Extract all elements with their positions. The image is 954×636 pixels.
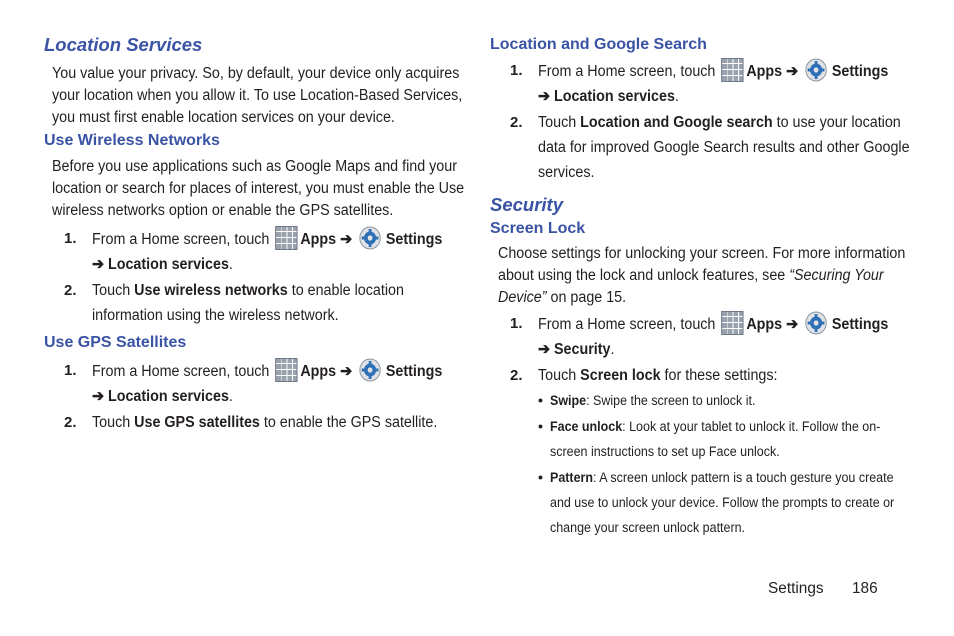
target-label: Location services — [107, 256, 229, 273]
apps-grid-icon — [721, 58, 743, 82]
wireless-step-1: 1. From a Home screen, touch Apps ➔ Settings ➔ Location services. — [44, 226, 464, 277]
bullet-swipe: • Swipe: Swipe the screen to unlock it. — [490, 389, 910, 414]
step-number: 1. — [510, 62, 523, 79]
bullet-term: Face unlock — [550, 419, 623, 435]
gps-step-2: 2. Touch Use GPS satellites to enable the GPS satellite. — [44, 410, 464, 435]
apps-label: Apps — [746, 316, 783, 333]
settings-label: Settings — [831, 316, 889, 333]
target-label: Location services — [107, 388, 229, 405]
apps-grid-icon — [721, 311, 743, 335]
arrow-glyph: ➔ — [340, 231, 353, 248]
apps-label: Apps — [300, 231, 337, 248]
page-number: 186 — [852, 580, 878, 597]
arrow-glyph: ➔ — [340, 363, 353, 380]
bullet-face-unlock: • Face unlock: Look at your tablet to unlock it. Follow the on-screen instructions to set up Face unlock. — [490, 415, 910, 465]
screen-lock-step-1: 1. From a Home screen, touch Apps ➔ Settings ➔ Security. — [490, 311, 910, 362]
settings-label: Settings — [385, 231, 443, 248]
option-label: Use GPS satellites — [134, 414, 260, 431]
heading-screen-lock: Screen Lock — [490, 220, 586, 237]
option-label: Location and Google search — [580, 114, 773, 131]
screen-lock-step-2: 2. Touch Screen lock for these settings: — [490, 363, 910, 388]
settings-gear-icon — [805, 58, 827, 82]
settings-gear-icon — [359, 226, 381, 250]
settings-gear-icon — [805, 311, 827, 335]
bullet-term: Swipe — [550, 393, 587, 409]
step-number: 2. — [64, 282, 77, 299]
heading-use-gps-satellites: Use GPS Satellites — [44, 334, 187, 351]
screen-lock-intro: Choose settings for unlocking your screen. For more information about using the lock and unlock features, see “Securing Your Device” on page 15. — [498, 245, 906, 306]
google-step-1: 1. From a Home screen, touch Apps ➔ Settings ➔ Location services. — [490, 58, 910, 109]
google-step-2: 2. Touch Location and Google search to use your location data for improved Google Search results and other Google services. — [490, 110, 910, 185]
settings-gear-icon — [359, 358, 381, 382]
target-label: Security — [553, 341, 611, 358]
bullet-glyph: • — [538, 470, 543, 486]
arrow-glyph: ➔ — [92, 388, 105, 405]
location-services-intro: You value your privacy. So, by default, your device only acquires your location when you allow it. To use Location-Based Services, you must first enable location services on your device. — [52, 65, 463, 126]
arrow-glyph: ➔ — [786, 63, 799, 80]
gps-step-1: 1. From a Home screen, touch Apps ➔ Settings ➔ Location services. — [44, 358, 464, 409]
heading-use-wireless-networks: Use Wireless Networks — [44, 132, 220, 149]
footer-section-name: Settings — [768, 580, 824, 597]
heading-location-and-google-search: Location and Google Search — [490, 36, 707, 53]
heading-location-services: Location Services — [44, 34, 203, 55]
bullet-pattern: • Pattern: A screen unlock pattern is a touch gesture you create and use to unlock your device. Follow the prompts to create or change your screen unlock pattern. — [490, 466, 910, 541]
left-column — [44, 33, 464, 436]
step-text: From a Home screen, touch — [92, 231, 270, 248]
option-label: Use wireless networks — [134, 282, 288, 299]
step-number: 1. — [64, 230, 77, 247]
arrow-glyph: ➔ — [538, 88, 551, 105]
apps-label: Apps — [300, 363, 337, 380]
apps-grid-icon — [275, 226, 297, 250]
step-number: 2. — [510, 114, 523, 131]
step-number: 2. — [510, 367, 523, 384]
step-number: 1. — [64, 362, 77, 379]
settings-label: Settings — [831, 63, 889, 80]
bullet-glyph: • — [538, 419, 543, 435]
apps-grid-icon — [275, 358, 297, 382]
wireless-intro: Before you use applications such as Google Maps and find your location or search for places of interest, you must enable the Use wireless networks option or enable the GPS satellites. — [52, 158, 465, 219]
option-label: Screen lock — [580, 367, 661, 384]
bullet-term: Pattern — [550, 470, 594, 486]
arrow-glyph: ➔ — [92, 256, 105, 273]
heading-security: Security — [490, 194, 564, 215]
bullet-glyph: • — [538, 393, 543, 409]
wireless-step-2: 2. Touch Use wireless networks to enable location information using the wireless network. — [44, 278, 464, 328]
arrow-glyph: ➔ — [538, 341, 551, 358]
arrow-glyph: ➔ — [786, 316, 799, 333]
target-label: Location services — [553, 88, 675, 105]
step-number: 2. — [64, 414, 77, 431]
cross-reference: “Securing Your Device” — [498, 267, 884, 306]
right-column — [490, 33, 910, 542]
apps-label: Apps — [746, 63, 783, 80]
settings-label: Settings — [385, 363, 443, 380]
step-number: 1. — [510, 315, 523, 332]
